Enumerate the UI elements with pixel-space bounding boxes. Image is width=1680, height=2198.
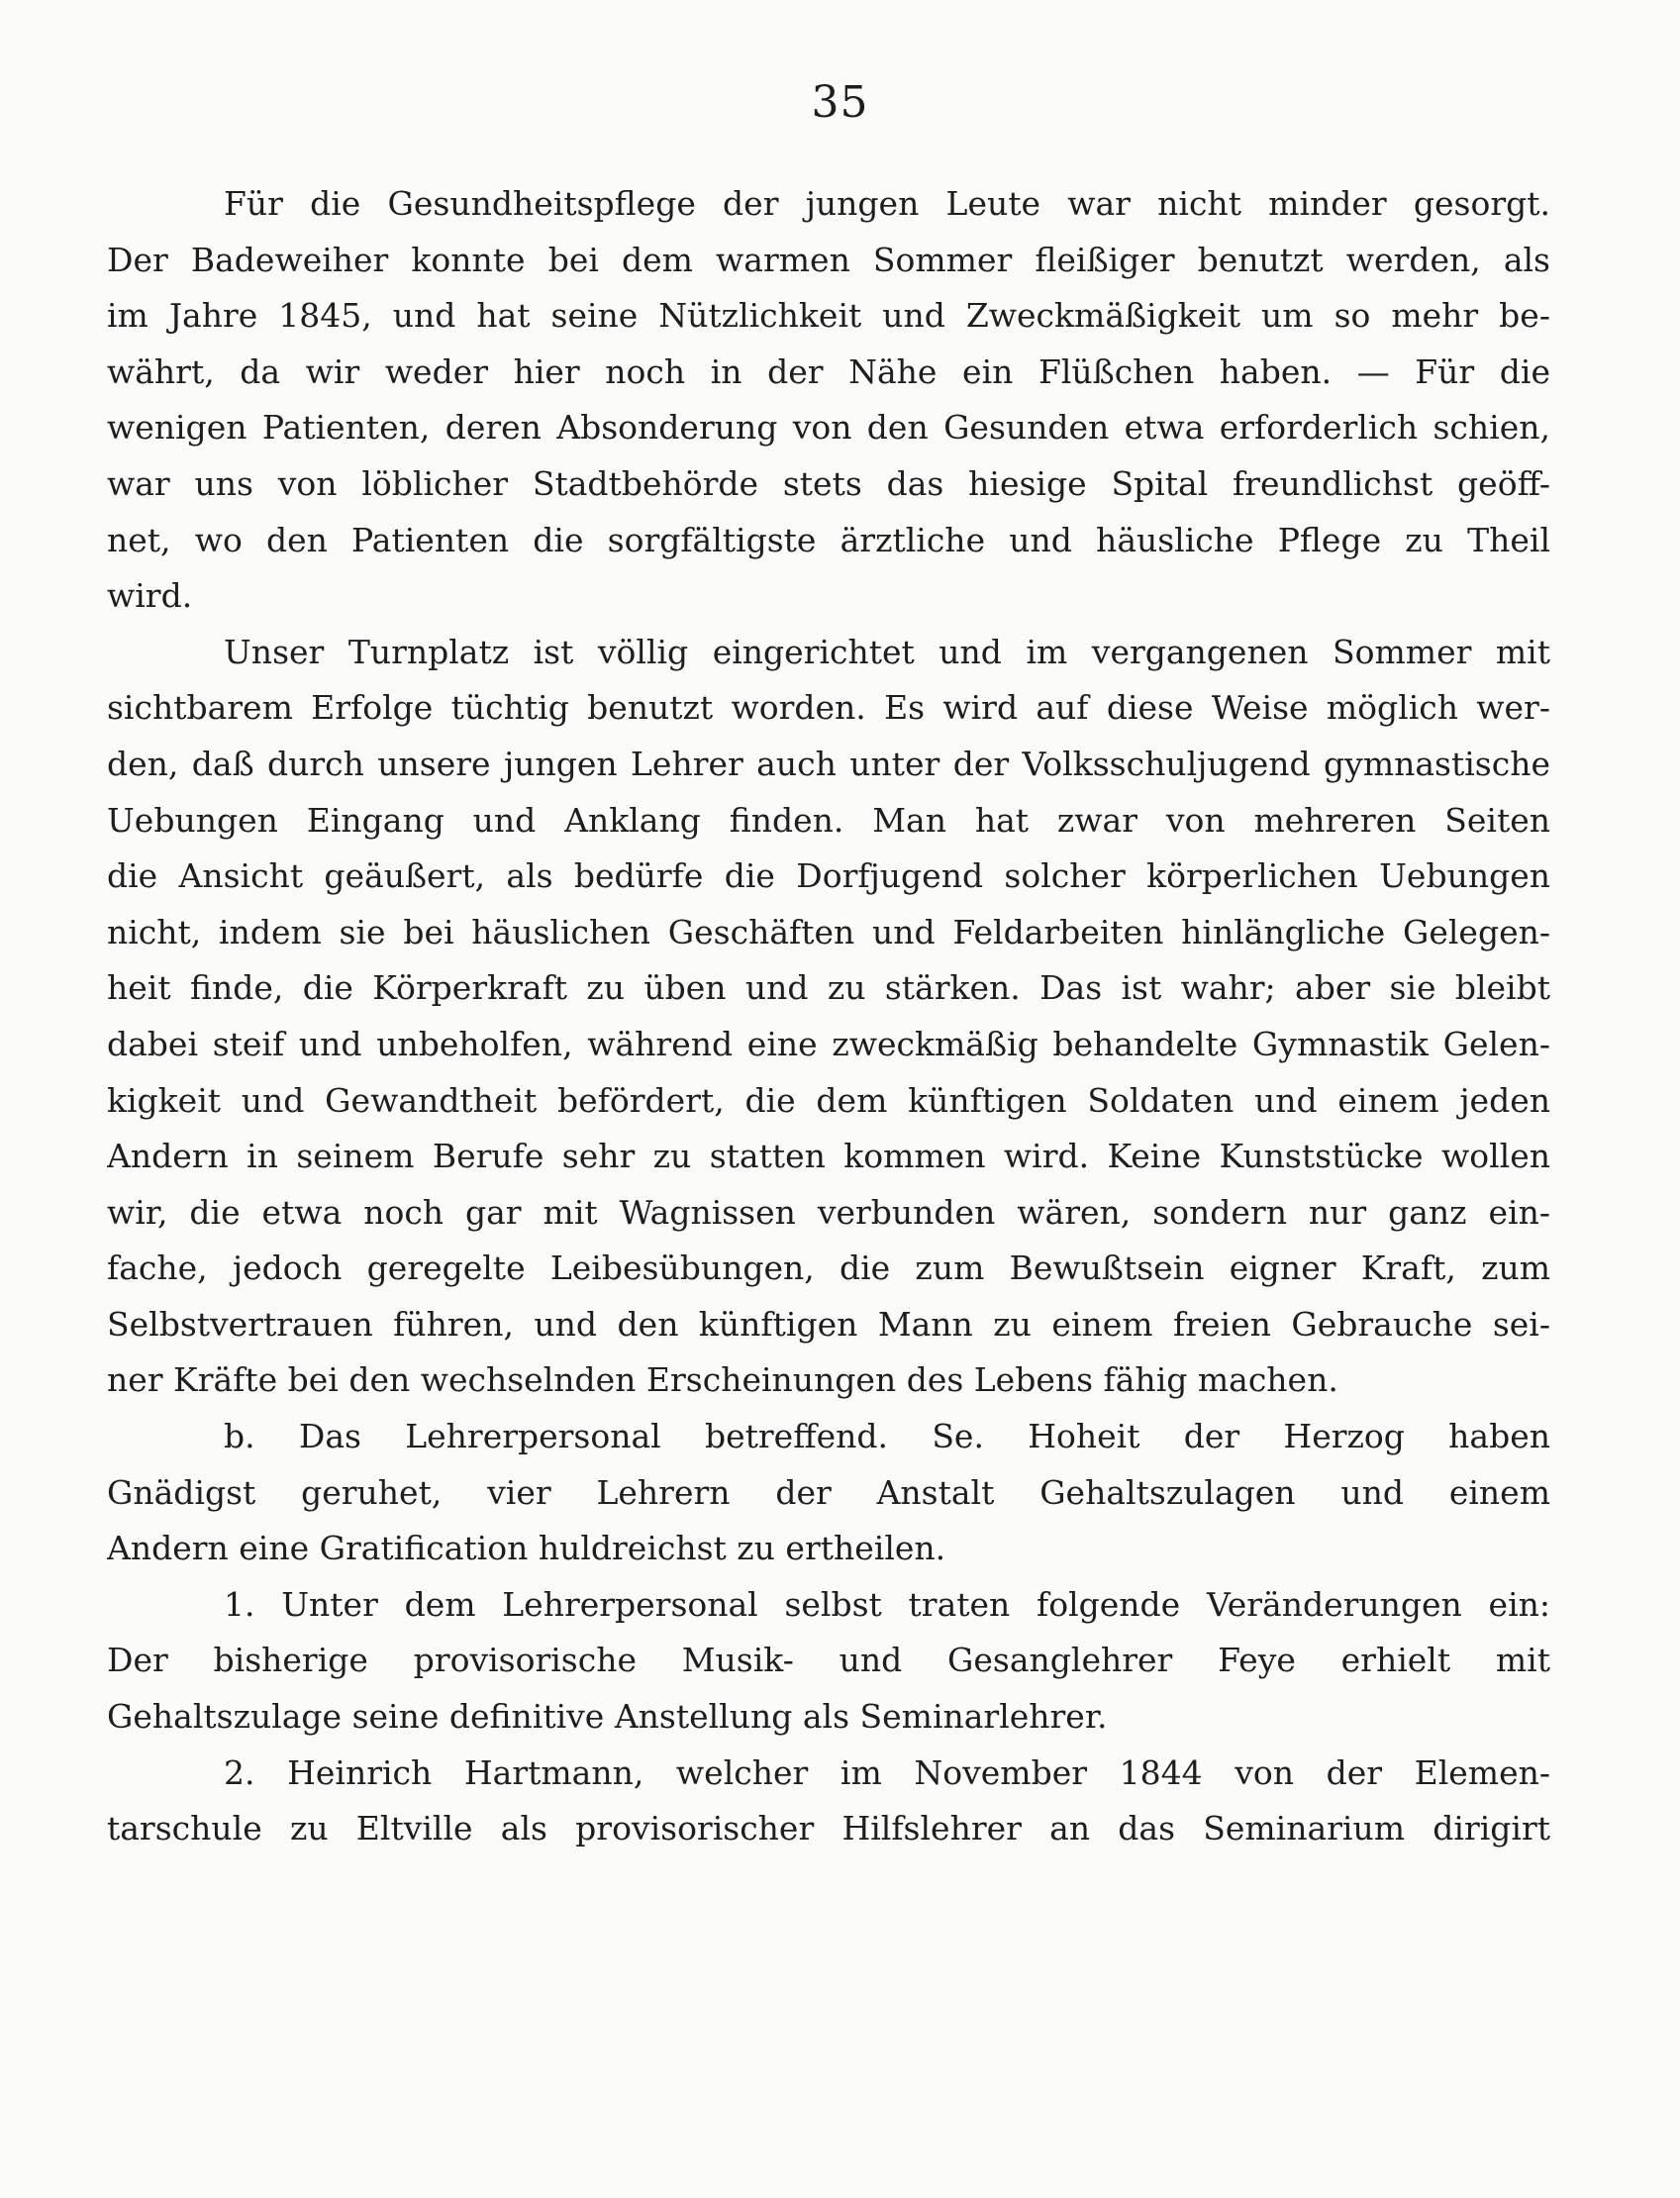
text-line: Gnädigst geruhet, vier Lehrern der Anstalt Gehaltszulagen und einem — [107, 1472, 1550, 1512]
text-line: Andern in seinem Berufe sehr zu statten kommen wird. Keine Kunststücke wollen — [107, 1137, 1550, 1176]
text-line: kigkeit und Gewandtheit befördert, die dem künftigen Soldaten und einem jeden — [107, 1080, 1550, 1120]
text-line: fache, jedoch geregelte Leibesübungen, die zum Bewußtsein eigner Kraft, zum — [107, 1249, 1550, 1288]
page-number: 35 — [811, 77, 869, 128]
text-line: heit finde, die Körperkraft zu üben und zu stärken. Das ist wahr; aber sie bleibt — [107, 968, 1550, 1008]
text-line: Selbstvertrauen führen, und den künftigen Mann zu einem freien Gebrauche sei- — [107, 1304, 1550, 1344]
text-line: dabei steif und unbeholfen, während eine zweckmäßig behandelte Gymnastik Gelen- — [107, 1024, 1550, 1063]
text-line: wenigen Patienten, deren Absonderung von den Gesunden etwa erforderlich schien, — [107, 408, 1550, 448]
text-line: sichtbarem Erfolge tüchtig benutzt worden. Es wird auf diese Weise möglich wer- — [107, 688, 1550, 728]
text-line: Der Badeweiher konnte bei dem warmen Sommer fleißiger benutzt werden, als — [107, 240, 1550, 279]
text-line: net, wo den Patienten die sorgfältigste ärztliche und häusliche Pflege zu Theil — [107, 520, 1550, 559]
body-text — [107, 176, 1550, 1857]
text-line: tarschule zu Eltville als provisorischer Hilfslehrer an das Seminarium dirigirt — [107, 1809, 1550, 1848]
text-line: wird. — [107, 576, 193, 616]
text-line: war uns von löblicher Stadtbehörde stets das hiesige Spital freundlichst geöff- — [107, 463, 1550, 503]
text-line: Für die Gesundheitspflege der jungen Leute war nicht minder gesorgt. — [224, 184, 1550, 223]
text-line: nicht, indem sie bei häuslichen Geschäften und Feldarbeiten hinlängliche Gelegen- — [107, 912, 1550, 951]
text-line: 1. Unter dem Lehrerpersonal selbst traten folgende Veränderungen ein: — [224, 1584, 1550, 1624]
text-line: b. Das Lehrerpersonal betreffend. Se. Hoheit der Herzog haben — [224, 1417, 1550, 1456]
text-line: Der bisherige provisorische Musik- und Gesanglehrer Feye erhielt mit — [107, 1641, 1550, 1680]
text-line: 2. Heinrich Hartmann, welcher im November 1844 von der Elemen- — [224, 1752, 1550, 1792]
text-line: Gehaltszulage seine definitive Anstellung als Seminarlehrer. — [107, 1697, 1108, 1737]
text-line: wir, die etwa noch gar mit Wagnissen verbunden wären, sondern nur ganz ein- — [107, 1192, 1550, 1232]
text-line: im Jahre 1845, und hat seine Nützlichkeit und Zweckmäßigkeit um so mehr be- — [107, 296, 1550, 336]
text-line: die Ansicht geäußert, als bedürfe die Dorfjugend solcher körperlichen Uebungen — [107, 856, 1550, 896]
text-line: den, daß durch unsere jungen Lehrer auch unter der Volksschuljugend gymnastische — [107, 744, 1550, 783]
text-line: währt, da wir weder hier noch in der Nähe ein Flüßchen haben. — Für die — [107, 351, 1550, 391]
text-line: Andern eine Gratification huldreichst zu ertheilen. — [107, 1529, 946, 1568]
text-line: Uebungen Eingang und Anklang finden. Man hat zwar von mehreren Seiten — [107, 800, 1550, 840]
text-line: Unser Turnplatz ist völlig eingerichtet und im vergangenen Sommer mit — [224, 632, 1550, 671]
text-line: ner Kräfte bei den wechselnden Erscheinungen des Lebens fähig machen. — [107, 1360, 1338, 1400]
